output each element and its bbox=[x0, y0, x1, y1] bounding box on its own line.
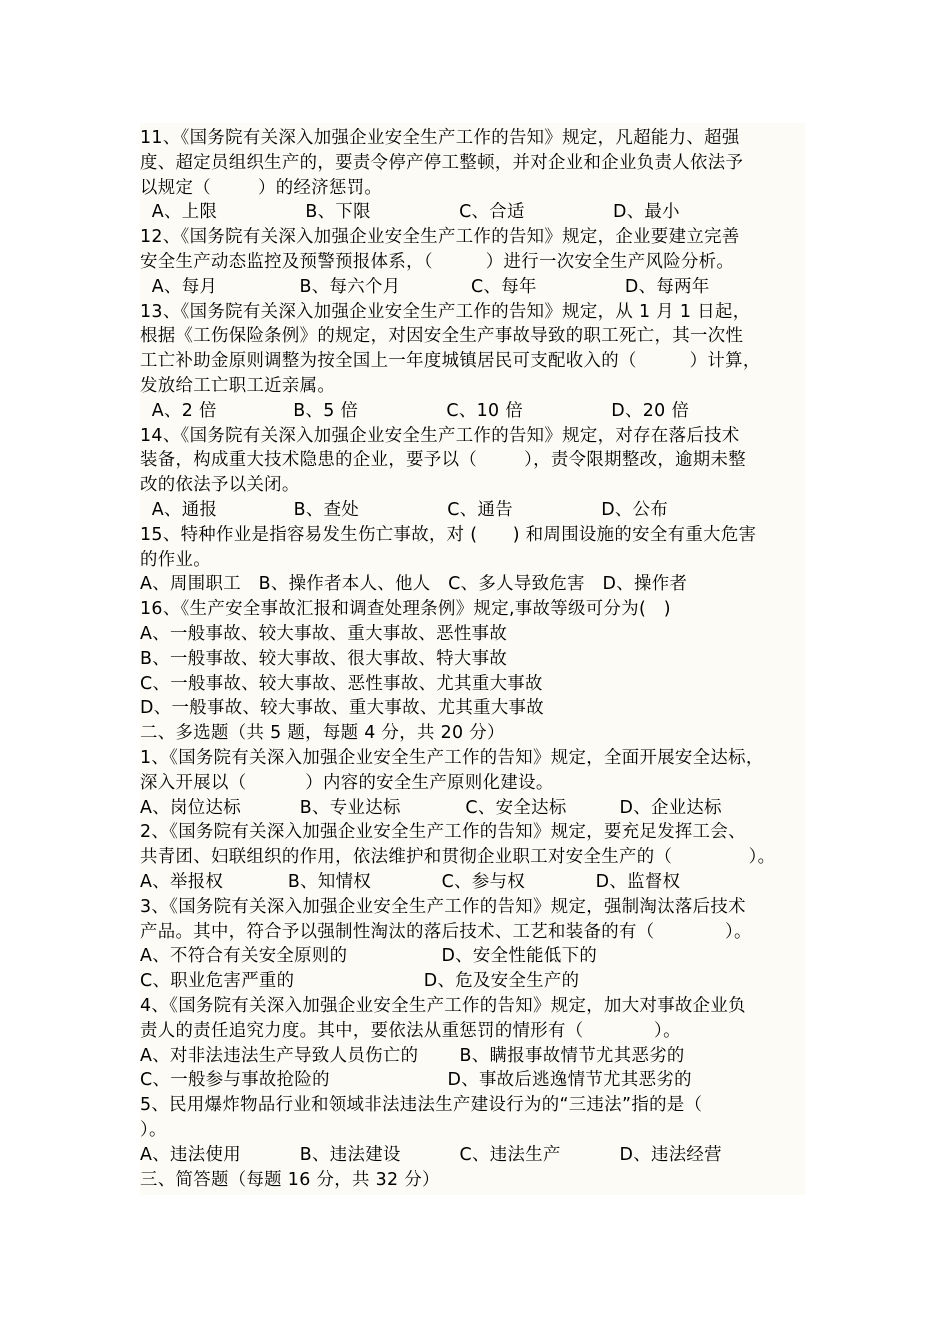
text-line: 深入开展以（ ）内容的安全生产原则化建设。 bbox=[140, 772, 554, 793]
text-line: 三、简答题（每题 16 分，共 32 分） bbox=[140, 1169, 440, 1190]
text-line: 16、《生产安全事故汇报和调查处理条例》规定,事故等级可分为( ) bbox=[140, 599, 671, 620]
text-line: 发放给工亡职工近亲属。 bbox=[140, 376, 336, 396]
text-line: A、岗位达标 B、专业达标 C、安全达标 D、企业达标 bbox=[140, 797, 722, 818]
text-line: 度、超定员组织生产的，要责令停产停工整顿，并对企业和企业负责人依法予 bbox=[140, 152, 744, 173]
text-line: 产品。其中，符合予以强制性淘汰的落后技术、工艺和装备的有（ ）。 bbox=[140, 921, 752, 942]
text-line: A、周围职工 B、操作者本人、他人 C、多人导致危害 D、操作者 bbox=[140, 574, 688, 595]
text-line: 安全生产动态监控及预警预报体系，（ ）进行一次安全生产风险分析。 bbox=[140, 252, 735, 272]
text-line: A、举报权 B、知情权 C、参与权 D、监督权 bbox=[140, 872, 681, 892]
text-line: 4、《国务院有关深入加强企业安全生产工作的告知》规定，加大对事故企业负 bbox=[140, 996, 746, 1016]
text-line: 2、《国务院有关深入加强企业安全生产工作的告知》规定，要充足发挥工会、 bbox=[140, 822, 746, 843]
text-line: 15、特种作业是指容易发生伤亡事故，对 ( ) 和周围设施的安全有重大危害 bbox=[140, 524, 757, 545]
text-line: A、上限 B、下限 C、合适 D、最小 bbox=[140, 202, 680, 223]
text-line: 装备，构成重大技术隐患的企业，要予以（ ），责令限期整改，逾期未整 bbox=[140, 450, 747, 471]
text-line: D、一般事故、较大事故、重大事故、尤其重大事故 bbox=[140, 698, 545, 719]
text-line: 根据《工伤保险条例》的规定，对因安全生产事故导致的职工死亡，其一次性 bbox=[140, 326, 744, 347]
text-line: 13、《国务院有关深入加强企业安全生产工作的告知》规定，从 1 月 1 日起， bbox=[140, 301, 751, 322]
document-body bbox=[140, 123, 805, 1195]
text-line: A、对非法违法生产导致人员伤亡的 B、瞒报事故情节尤其恶劣的 bbox=[140, 1045, 685, 1066]
text-line: 12、《国务院有关深入加强企业安全生产工作的告知》规定，企业要建立完善 bbox=[140, 227, 740, 248]
text-line: 3、《国务院有关深入加强企业安全生产工作的告知》规定，强制淘汰落后技术 bbox=[140, 896, 746, 917]
text-line: C、一般参与事故抢险的 D、事故后逃逸情节尤其恶劣的 bbox=[140, 1070, 692, 1091]
text-line: 二、多选题（共 5 题，每题 4 分，共 20 分） bbox=[140, 723, 505, 744]
text-line: ）。 bbox=[140, 1120, 167, 1140]
text-line: C、职业危害严重的 D、危及安全生产的 bbox=[140, 971, 580, 992]
text-line: 工亡补助金原则调整为按全国上一年度城镇居民可支配收入的（ ）计算， bbox=[140, 351, 761, 372]
text-line: 共青团、妇联组织的作用，依法维护和贯彻企业职工对安全生产的（ ）。 bbox=[140, 847, 776, 868]
text-line: 以规定（ ）的经济惩罚。 bbox=[140, 177, 383, 198]
text-line: 1、《国务院有关深入加强企业安全生产工作的告知》规定，全面开展安全达标， bbox=[140, 748, 764, 768]
text-line: 5、民用爆炸物品行业和领域非法违法生产建设行为的“三违法”指的是（ bbox=[140, 1095, 703, 1116]
text-line: 的作业。 bbox=[140, 549, 211, 570]
text-line: A、每月 B、每六个月 C、每年 D、每两年 bbox=[140, 276, 710, 297]
text-line: 14、《国务院有关深入加强企业安全生产工作的告知》规定，对存在落后技术 bbox=[140, 425, 740, 446]
text-line: A、不符合有关安全原则的 D、安全性能低下的 bbox=[140, 946, 598, 967]
text-line: B、一般事故、较大事故、很大事故、特大事故 bbox=[140, 648, 508, 669]
text-line: 11、《国务院有关深入加强企业安全生产工作的告知》规定，凡超能力、超强 bbox=[140, 128, 740, 148]
text-line: C、一般事故、较大事故、恶性事故、尤其重大事故 bbox=[140, 673, 543, 694]
text-line: A、通报 B、查处 C、通告 D、公布 bbox=[140, 500, 669, 520]
text-line: A、一般事故、较大事故、重大事故、恶性事故 bbox=[140, 624, 508, 644]
text-line: 改的依法予以关闭。 bbox=[140, 475, 300, 496]
text-line: 责人的责任追究力度。其中，要依法从重惩罚的情形有（ ）。 bbox=[140, 1020, 681, 1041]
text-line: A、2 倍 B、5 倍 C、10 倍 D、20 倍 bbox=[140, 400, 690, 421]
text-line: A、违法使用 B、违法建设 C、违法生产 D、违法经营 bbox=[140, 1144, 722, 1165]
